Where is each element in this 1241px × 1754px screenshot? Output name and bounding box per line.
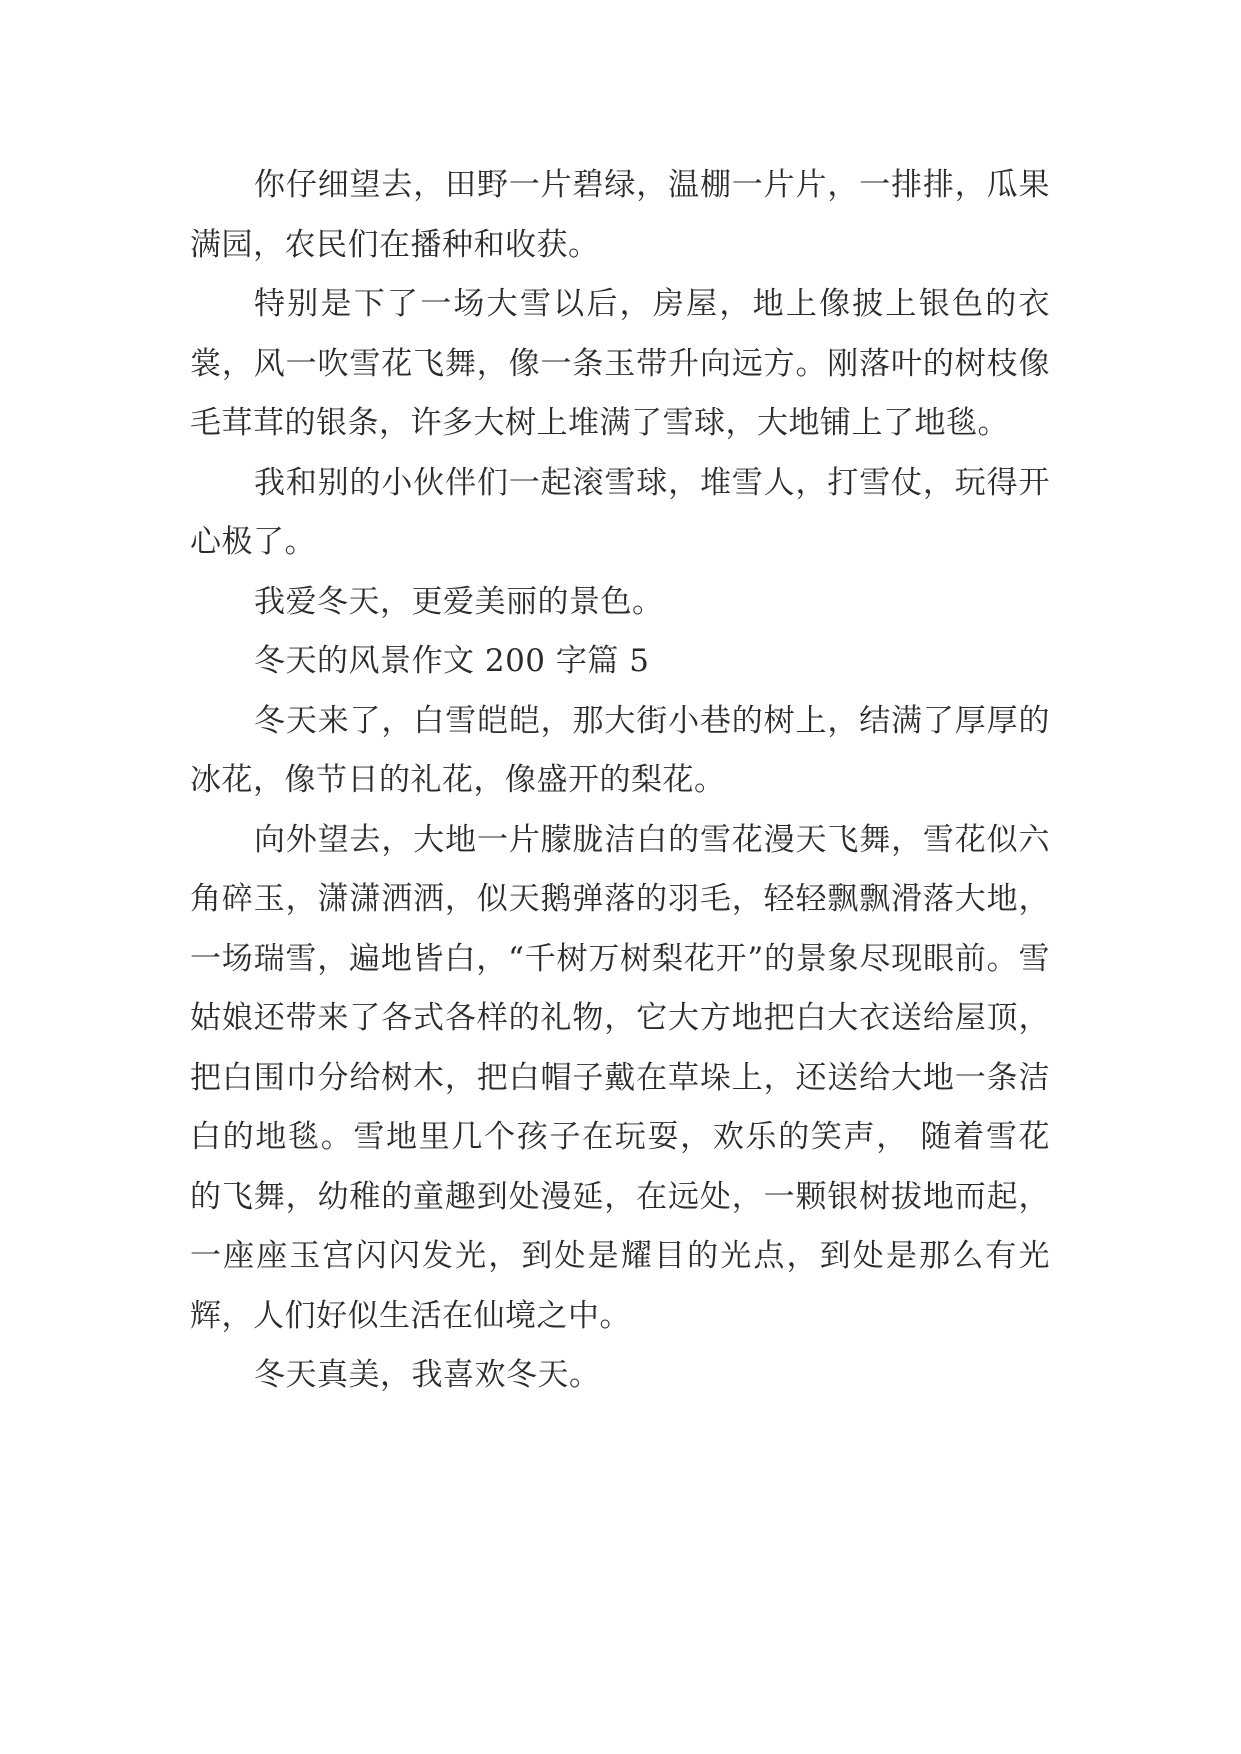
paragraph-snow-scene: 向外望去，大地一片朦胧洁白的雪花漫天飞舞，雪花似六角碎玉，潇潇洒洒，似天鹅弹落的羽毛，轻轻飘飘滑落大地，一场瑞雪，遍地皆白，“千树万树梨花开”的景象尽现眼前。雪姑娘还带来了各式各样的礼物，它大方地把白大衣送给屋顶，把白围巾分给树木，把白帽子戴在草垛上，还送给大地一条洁白的地毯。雪地里几个孩子在玩耍，欢乐的笑声， 随着雪花的飞舞，幼稚的童趣到处漫延，在远处，一颗银树拔地而起，一座座玉宫闪闪发光，到处是耀目的光点，到处是那么有光辉，人们好似生活在仙境之中。: [190, 821, 1050, 1334]
paragraph-closing: 冬天真美，我喜欢冬天。: [254, 1357, 601, 1393]
document-body: [190, 156, 1050, 1406]
paragraph-love-winter: 我爱冬天，更爱美丽的景色。: [254, 583, 664, 620]
paragraph-fields-view: 你仔细望去，田野一片碧绿，温棚一片片，一排排，瓜果满园，农民们在播种和收获。: [190, 167, 1050, 263]
paragraph-after-snowfall: 特别是下了一场大雪以后，房屋，地上像披上银色的衣裳，风一吹雪花飞舞，像一条玉带升向远方。刚落叶的树枝像毛茸茸的银条，许多大树上堆满了雪球，大地铺上了地毯。: [190, 286, 1050, 441]
paragraph-playing-in-snow: 我和别的小伙伴们一起滚雪球，堆雪人，打雪仗，玩得开心极了。: [190, 464, 1050, 560]
section-heading: 冬天的风景作文 200 字篇 5: [254, 643, 650, 679]
paragraph-winter-arrives: 冬天来了，白雪皑皑，那大街小巷的树上，结满了厚厚的冰花，像节日的礼花，像盛开的梨花。: [190, 702, 1050, 798]
